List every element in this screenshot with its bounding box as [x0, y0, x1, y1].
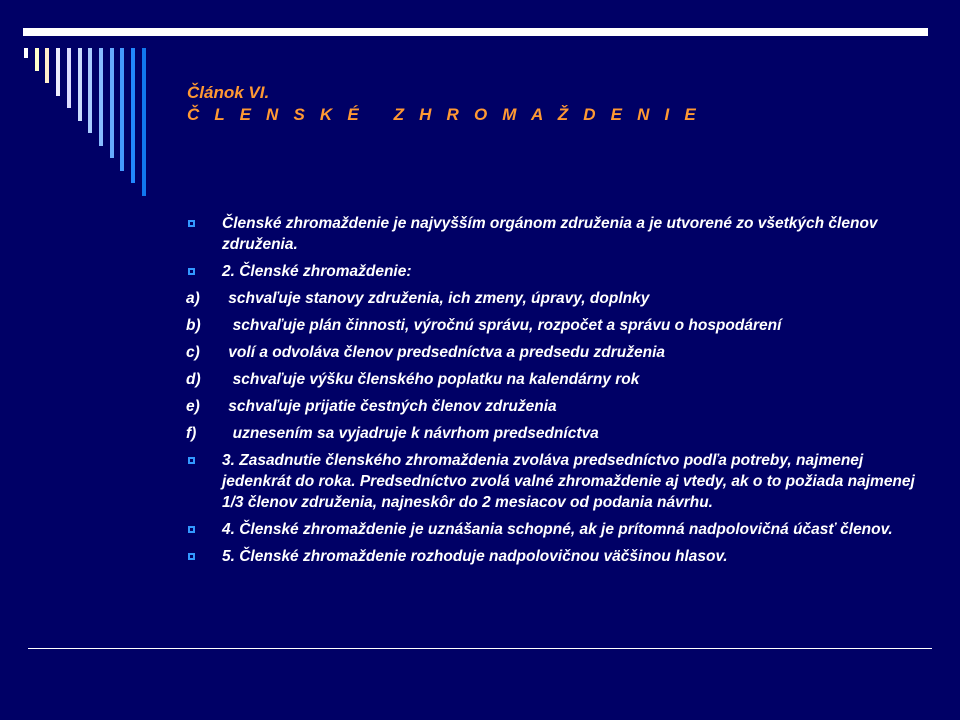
decorative-stripe: [142, 48, 146, 196]
decorative-stripe: [56, 48, 60, 96]
item-text: Členské zhromaždenie je najvyšším orgánom združenia a je utvorené zo všetkých členov združenia.: [222, 215, 878, 253]
decorative-stripe: [131, 48, 135, 183]
list-marker: c): [186, 344, 200, 361]
bullet-item: [186, 546, 916, 567]
decorative-stripe: [45, 48, 49, 83]
decorative-stripes: [24, 48, 164, 198]
item-text: 3. Zasadnutie členského zhromaždenia zvoláva predsedníctvo podľa potreby, najmenej jedenkrát do roka. Predsedníctvo zvolá valné zhromaždenie aj vtedy, ak o to požiada najmenej 1/3 členov združenia, najneskôr do 2 mesiacov od podania návrhu.: [222, 452, 915, 511]
list-item: [186, 369, 916, 390]
list-marker: e): [186, 398, 200, 415]
list-marker: a): [186, 290, 200, 307]
top-decorative-bar: [23, 28, 928, 36]
bottom-divider: [28, 648, 932, 649]
decorative-stripe: [99, 48, 103, 146]
decorative-stripe: [110, 48, 114, 158]
bullet-item: [186, 261, 916, 282]
item-text: uznesením sa vyjadruje k návrhom predsedníctva: [224, 425, 599, 442]
decorative-stripe: [67, 48, 71, 108]
section-heading: Č L E N S K É Z H R O M A Ž D E N I E: [187, 105, 701, 124]
list-item: [186, 396, 916, 417]
decorative-stripe: [78, 48, 82, 121]
decorative-stripe: [88, 48, 92, 133]
item-text: schvaľuje výšku členského poplatku na kalendárny rok: [224, 371, 640, 388]
decorative-stripe: [120, 48, 124, 171]
item-text: schvaľuje stanovy združenia, ich zmeny, úpravy, doplnky: [224, 290, 650, 307]
item-text: volí a odvoláva členov predsedníctva a predsedu združenia: [224, 344, 666, 361]
item-text: 4. Členské zhromaždenie je uznášania schopné, ak je prítomná nadpolovičná účasť členov.: [222, 521, 893, 538]
list-marker: b): [186, 317, 201, 334]
slide-title: [187, 82, 701, 126]
list-item: [186, 423, 916, 444]
decorative-stripe: [24, 48, 28, 58]
item-text: 5. Členské zhromaždenie rozhoduje nadpolovičnou väčšinou hlasov.: [222, 548, 728, 565]
item-text: 2. Členské zhromaždenie:: [222, 263, 412, 280]
bullet-item: [186, 450, 916, 513]
slide-content: [186, 213, 916, 573]
bullet-item: [186, 213, 916, 255]
list-marker: d): [186, 371, 201, 388]
list-item: [186, 288, 916, 309]
article-number: Článok VI.: [187, 83, 270, 102]
item-text: schvaľuje plán činnosti, výročnú správu, rozpočet a správu o hospodárení: [224, 317, 782, 334]
decorative-stripe: [35, 48, 39, 71]
list-marker: f): [186, 425, 197, 442]
item-text: schvaľuje prijatie čestných členov združenia: [224, 398, 557, 415]
list-item: [186, 315, 916, 336]
bullet-item: [186, 519, 916, 540]
list-item: [186, 342, 916, 363]
